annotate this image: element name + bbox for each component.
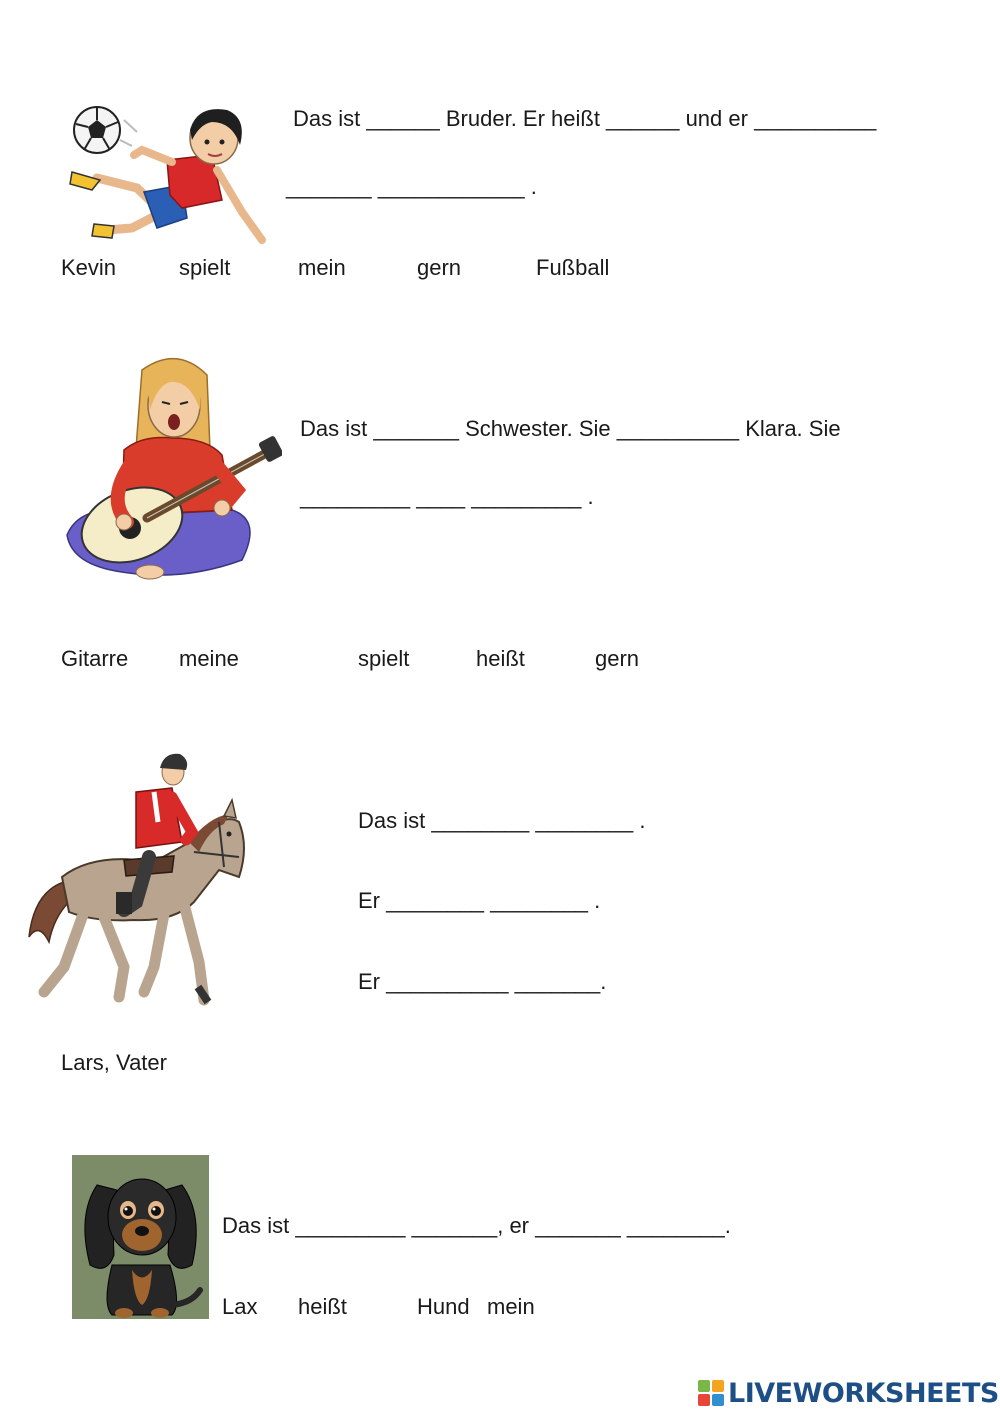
exercise-3-hint: Lars, Vater bbox=[61, 1050, 167, 1075]
word-bank-2-word: gern bbox=[595, 646, 640, 671]
word-bank-1-word: gern bbox=[417, 255, 462, 280]
word-bank-2-word: Gitarre bbox=[61, 646, 129, 671]
word-bank-4-word: Lax bbox=[222, 1294, 258, 1319]
word-bank-1-word: Kevin bbox=[61, 255, 117, 280]
exercise-1-sentence-1: Das ist ______ Bruder. Er heißt ______ und er __________ bbox=[293, 106, 877, 131]
horse-rider-illustration bbox=[24, 752, 252, 1014]
exercise-4-sentence-1: Das ist _________ _______, er _______ ________. bbox=[222, 1213, 731, 1238]
word-bank-4-word: heißt bbox=[298, 1294, 347, 1319]
word-bank-1-word: Fußball bbox=[536, 255, 610, 280]
word-bank-2-word: meine bbox=[179, 646, 239, 671]
exercise-3-sentence-3: Er __________ _______. bbox=[358, 969, 607, 994]
soccer-player-illustration bbox=[62, 100, 277, 250]
word-bank-2-word: heißt bbox=[476, 646, 525, 671]
exercise-1-sentence-2: _______ ____________ . bbox=[286, 174, 537, 199]
word-bank-4-word: mein bbox=[487, 1294, 535, 1319]
brand-name: LIVEWORKSHEETS bbox=[728, 1377, 999, 1409]
exercise-2-sentence-2: _________ ____ _________ . bbox=[300, 484, 594, 509]
exercise-3-sentence-2: Er ________ ________ . bbox=[358, 888, 601, 913]
exercise-3-sentence-1: Das ist ________ ________ . bbox=[358, 808, 646, 833]
word-bank-1-word: mein bbox=[298, 255, 346, 280]
word-bank-4-word: Hund bbox=[417, 1294, 470, 1319]
word-bank-2-word: spielt bbox=[358, 646, 410, 671]
liveworksheets-brand bbox=[698, 1376, 999, 1410]
girl-guitar-illustration bbox=[62, 350, 282, 582]
liveworksheets-logo-icon bbox=[698, 1380, 724, 1406]
word-bank-1-word: spielt bbox=[179, 255, 231, 280]
dog-illustration bbox=[72, 1155, 209, 1319]
exercise-2-sentence-1: Das ist _______ Schwester. Sie __________ Klara. Sie bbox=[300, 416, 841, 441]
